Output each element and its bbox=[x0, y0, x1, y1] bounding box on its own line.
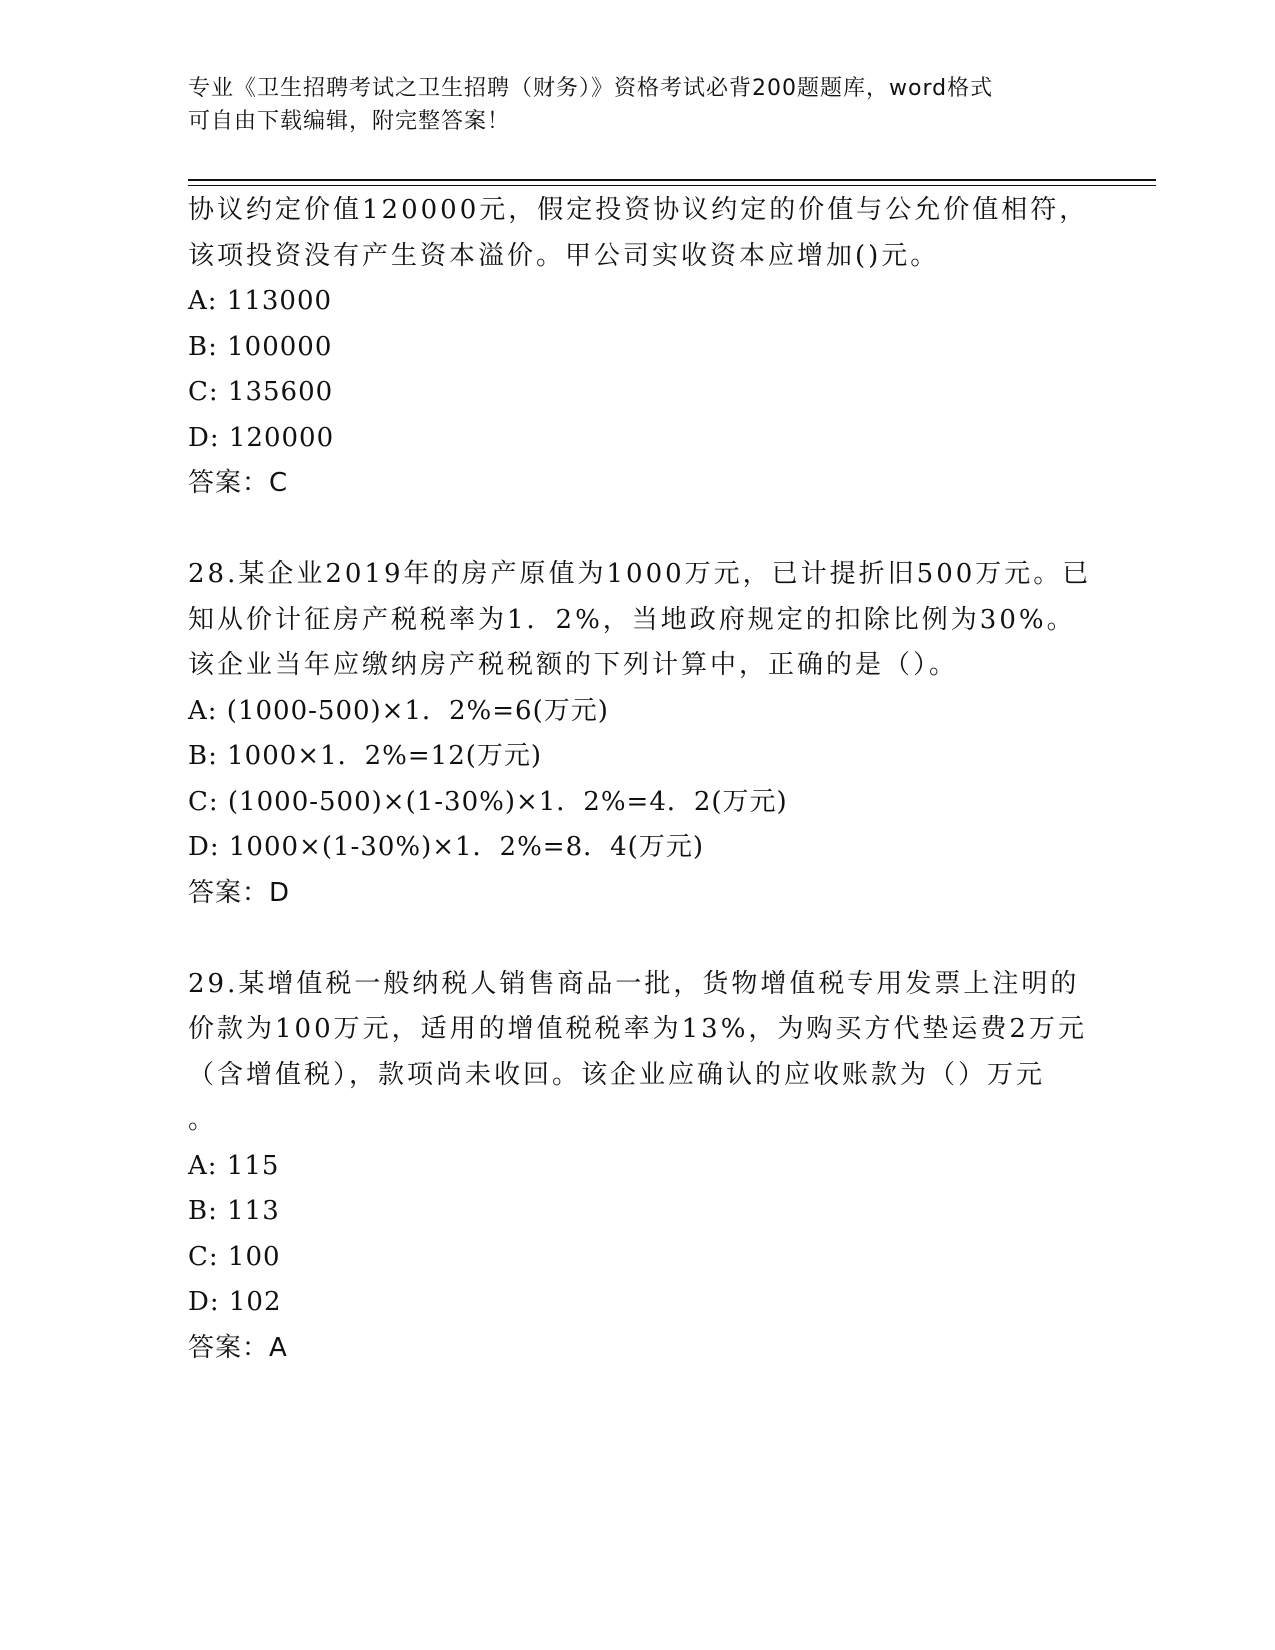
option-b: B: 1000×1．2%=12(万元) bbox=[188, 741, 543, 771]
header-divider-thin bbox=[188, 185, 1156, 186]
question-27 bbox=[188, 188, 1088, 507]
question-list bbox=[188, 188, 1092, 1371]
answer-label: 答案：C bbox=[188, 468, 289, 498]
option-a: A: (1000-500)×1．2%=6(万元) bbox=[188, 695, 609, 726]
option-b: B: 100000 bbox=[188, 331, 333, 362]
option-a: A: 115 bbox=[188, 1150, 280, 1181]
question-text-line: 知从价计征房产税税率为1．2%，当地政府规定的扣除比例为30%。 bbox=[188, 604, 1076, 635]
question-text-line: 该项投资没有产生资本溢价。甲公司实收资本应增加()元。 bbox=[188, 240, 940, 271]
question-text-line: （含增值税），款项尚未收回。该企业应确认的应收账款为（）万元 bbox=[188, 1059, 1046, 1090]
option-d: D: 1000×(1-30%)×1．2%=8．4(万元) bbox=[188, 832, 704, 862]
option-b: B: 113 bbox=[188, 1196, 280, 1226]
question-29 bbox=[188, 962, 1088, 1372]
header-title-line-1: 专业《卫生招聘考试之卫生招聘（财务）》资格考试必背200题题库，word格式 bbox=[188, 76, 994, 101]
option-d: D: 102 bbox=[188, 1287, 282, 1317]
question-text-line: 协议约定价值120000元，假定投资协议约定的价值与公允价值相符， bbox=[188, 195, 1089, 225]
option-c: C: 135600 bbox=[188, 377, 334, 407]
question-text-line: 价款为100万元，适用的增值税税率为13%，为购买方代垫运费2万元 bbox=[188, 1014, 1087, 1044]
question-text-line: 。 bbox=[188, 1105, 218, 1135]
question-text-line: 28.某企业2019年的房产原值为1000万元，已计提折旧500万元。已 bbox=[188, 559, 1092, 589]
document-header bbox=[188, 72, 1088, 138]
answer-label: 答案：A bbox=[188, 1332, 288, 1363]
option-a: A: 113000 bbox=[188, 286, 333, 316]
answer-label: 答案：D bbox=[188, 877, 291, 908]
option-c: C: 100 bbox=[188, 1241, 281, 1272]
header-divider-thick bbox=[188, 179, 1156, 181]
option-d: D: 120000 bbox=[188, 422, 335, 453]
question-text-line: 该企业当年应缴纳房产税税额的下列计算中，正确的是（）。 bbox=[188, 650, 959, 680]
header-title-line-2: 可自由下载编辑，附完整答案！ bbox=[188, 109, 511, 134]
question-text-line: 29.某增值税一般纳税人销售商品一批，货物增值税专用发票上注明的 bbox=[188, 968, 1080, 999]
option-c: C: (1000-500)×(1-30%)×1．2%=4．2(万元) bbox=[188, 786, 788, 817]
question-28 bbox=[188, 552, 1092, 916]
